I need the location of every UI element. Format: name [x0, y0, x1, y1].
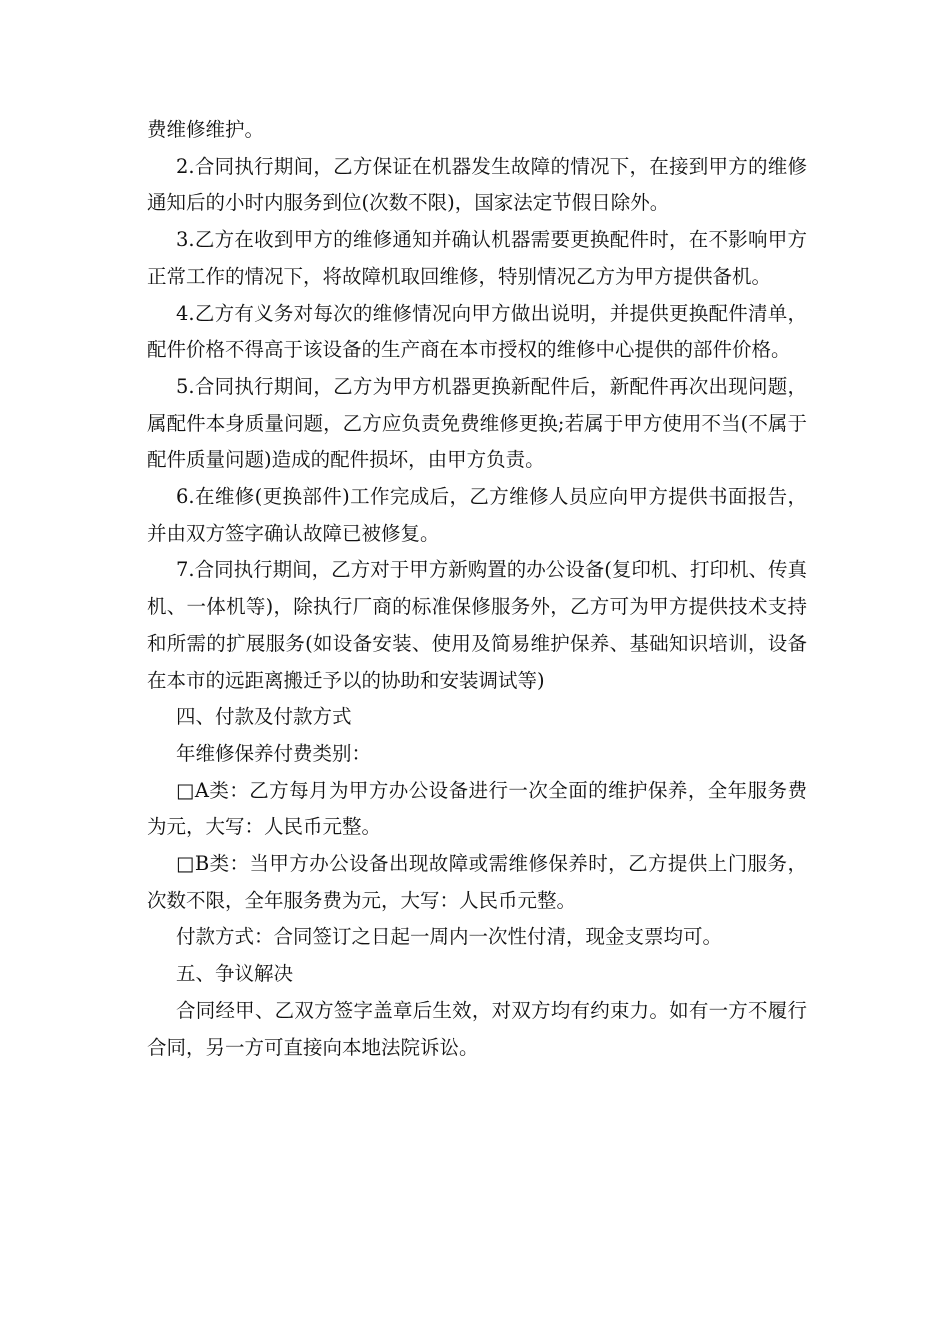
dispute-clause: 合同经甲、乙双方签字盖章后生效，对双方均有约束力。如有一方不履行合同，另一方可直接向本地法院诉讼。	[147, 998, 807, 1059]
paragraph-clause-3: 3.乙方在收到甲方的维修通知并确认机器需要更换配件时，在不影响甲方正常工作的情况下，将故障机取回维修，特别情况乙方为甲方提供备机。	[147, 228, 807, 288]
payment-method: 付款方式：合同签订之日起一周内一次性付清，现金支票均可。	[176, 925, 723, 949]
paragraph-clause-2: 2.合同执行期间，乙方保证在机器发生故障的情况下，在接到甲方的维修通知后的小时内服务到位(次数不限)，国家法定节假日除外。	[147, 154, 807, 215]
paragraph-clause-6: 6.在维修(更换部件)工作完成后，乙方维修人员应向甲方提供书面报告，并由双方签字确认故障已被修复。	[147, 485, 807, 545]
payment-option-b: □B类：当甲方办公设备出现故障或需维修保养时，乙方提供上门服务，次数不限，全年服务费为元，大写：人民币元整。	[147, 852, 807, 912]
payment-category-label: 年维修保养付费类别：	[176, 741, 372, 765]
paragraph-continuation: 费维修维护。	[147, 118, 265, 141]
payment-option-a: □A类：乙方每月为甲方办公设备进行一次全面的维护保养，全年服务费为元，大写：人民币元整。	[147, 778, 807, 839]
paragraph-clause-4: 4.乙方有义务对每次的维修情况向甲方做出说明，并提供更换配件清单，配件价格不得高于该设备的生产商在本市授权的维修中心提供的部件价格。	[147, 301, 807, 362]
paragraph-clause-5: 5.合同执行期间，乙方为甲方机器更换新配件后，新配件再次出现问题，属配件本身质量问题，乙方应负责免费维修更换;若属于甲方使用不当(不属于配件质量问题)造成的配件损坏，由甲方负责。	[147, 374, 807, 472]
paragraph-clause-7: 7.合同执行期间，乙方对于甲方新购置的办公设备(复印机、打印机、传真机、一体机等)，除执行厂商的标准保修服务外，乙方可为甲方提供技术支持和所需的扩展服务(如设备安装、使用及简易维护保养、基础知识培训，设备在本市的远距离搬迁予以的协助和安装调试等)	[147, 558, 807, 692]
section-heading-payment: 四、付款及付款方式	[176, 705, 352, 729]
document-body	[147, 112, 807, 1066]
section-heading-dispute: 五、争议解决	[176, 962, 294, 986]
